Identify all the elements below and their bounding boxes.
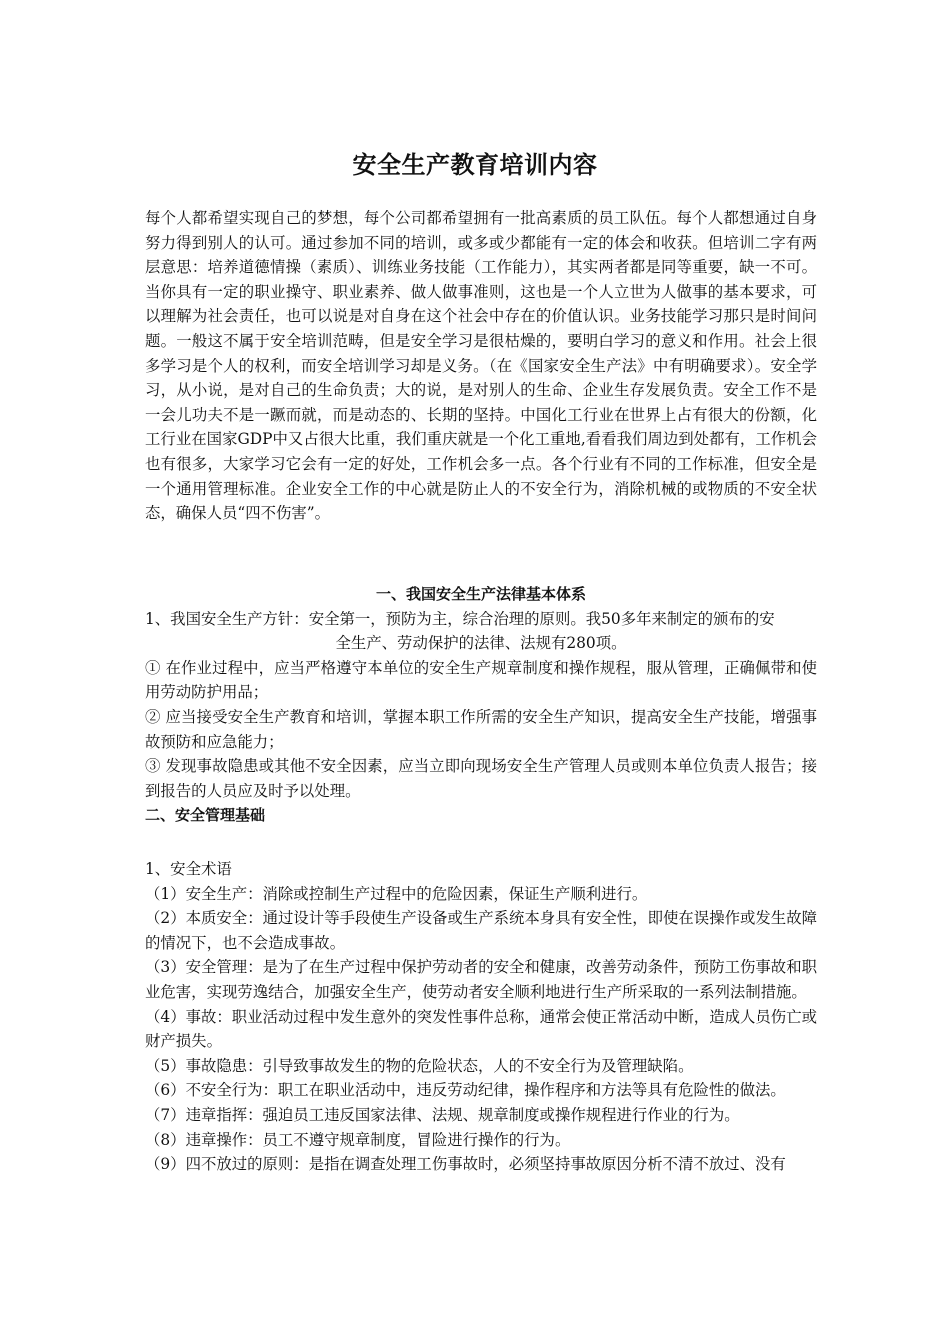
section-legal-system xyxy=(145,582,817,828)
term-item: （7）违章指挥：强迫员工违反国家法律、法规、规章制度或操作规程进行作业的行为。 xyxy=(145,1105,740,1124)
document-title: 安全生产教育培训内容 xyxy=(352,150,598,179)
term-item: （2）本质安全：通过设计等手段使生产设备或生产系统本身具有安全性，即使在误操作或发生故障的情况下，也不会造成事故。 xyxy=(145,909,817,952)
duty-item-3: ③ 发现事故隐患或其他不安全因素，应当立即向现场安全生产管理人员或则本单位负责人报告；接到报告的人员应及时予以处理。 xyxy=(145,757,817,800)
terms-subheading: 1、安全术语 xyxy=(145,860,232,878)
duty-item-2: ② 应当接受安全生产教育和培训，掌握本职工作所需的安全生产知识，提高安全生产技能，增强事故预防和应急能力； xyxy=(145,707,817,751)
term-item: （1）安全生产：消除或控制生产过程中的危险因素，保证生产顺利进行。 xyxy=(145,884,648,903)
intro-paragraph: 每个人都希望实现自己的梦想，每个公司都希望拥有一批高素质的员工队伍。每个人都想通过自身努力得到别人的认可。通过参加不同的培训，或多或少都能有一定的体会和收获。但培训二字有两层意思：培养道德情操（素质）、训练业务技能（工作能力），其实两者都是同等重要，缺一不可。当你具有一定的职业操守、职业素养、做人做事准则，这也是一个人立世为人做事的基本要求，可以理解为社会责任，也可以说是对自身在这个社会中存在的价值认识。业务技能学习那只是时间问题。一般这不属于安全培训范畴，但是安全学习是很枯燥的，要明白学习的意义和作用。社会上很多学习是个人的权利，而安全培训学习却是义务。（在《国家安全生产法》中有明确要求）。安全学习，从小说，是对自己的生命负责；大的说，是对别人的生命、企业生存发展负责。安全工作不是一会儿功夫不是一蹶而就，而是动态的、长期的坚持。中国化工行业在世界上占有很大的份额，化工行业在国家GDP中又占很大比重，我们重庆就是一个化工重地,看看我们周边到处都有，工作机会也有很多，大家学习它会有一定的好处，工作机会多一点。各个行业有不同的工作标准，但安全是一个通用管理标准。企业安全工作的中心就是防止人的不安全行为，消除机械的或物质的不安全状态，确保人员“四不伤害”。 xyxy=(145,209,817,523)
term-item: （4）事故：职业活动过程中发生意外的突发性事件总称，通常会使正常活动中断，造成人员伤亡或财产损失。 xyxy=(145,1007,817,1051)
term-item: （5）事故隐患：引导致事故发生的物的危险状态，人的不安全行为及管理缺陷。 xyxy=(145,1056,694,1075)
term-item: （3）安全管理：是为了在生产过程中保护劳动者的安全和健康，改善劳动条件，预防工伤事故和职业危害，实现劳逸结合，加强安全生产，使劳动者安全顺利地进行生产所采取的一系列法制措施。 xyxy=(145,958,817,1001)
term-item: （6）不安全行为：职工在职业活动中，违反劳动纪律，操作程序和方法等具有危险性的做法。 xyxy=(145,1081,786,1100)
term-item: （8）违章操作：员工不遵守规章制度，冒险进行操作的行为。 xyxy=(145,1130,571,1149)
section-safety-terms xyxy=(145,857,817,1177)
policy-line-continued: 全生产、劳动保护的法律、法规有280项。 xyxy=(335,634,627,653)
duty-item-1: ① 在作业过程中，应当严格遵守本单位的安全生产规章制度和操作规程，服从管理，正确佩带和使用劳动防护用品； xyxy=(145,658,817,702)
policy-line: 1、我国安全生产方针：安全第一，预防为主，综合治理的原则。我50多年来制定的颁布的安 xyxy=(145,609,775,628)
term-item: （9）四不放过的原则：是指在调查处理工伤事故时，必须坚持事故原因分析不清不放过、没有 xyxy=(145,1155,786,1174)
section-heading-safety-management: 二、安全管理基础 xyxy=(145,806,266,825)
section-heading: 一、我国安全生产法律基本体系 xyxy=(375,585,586,603)
